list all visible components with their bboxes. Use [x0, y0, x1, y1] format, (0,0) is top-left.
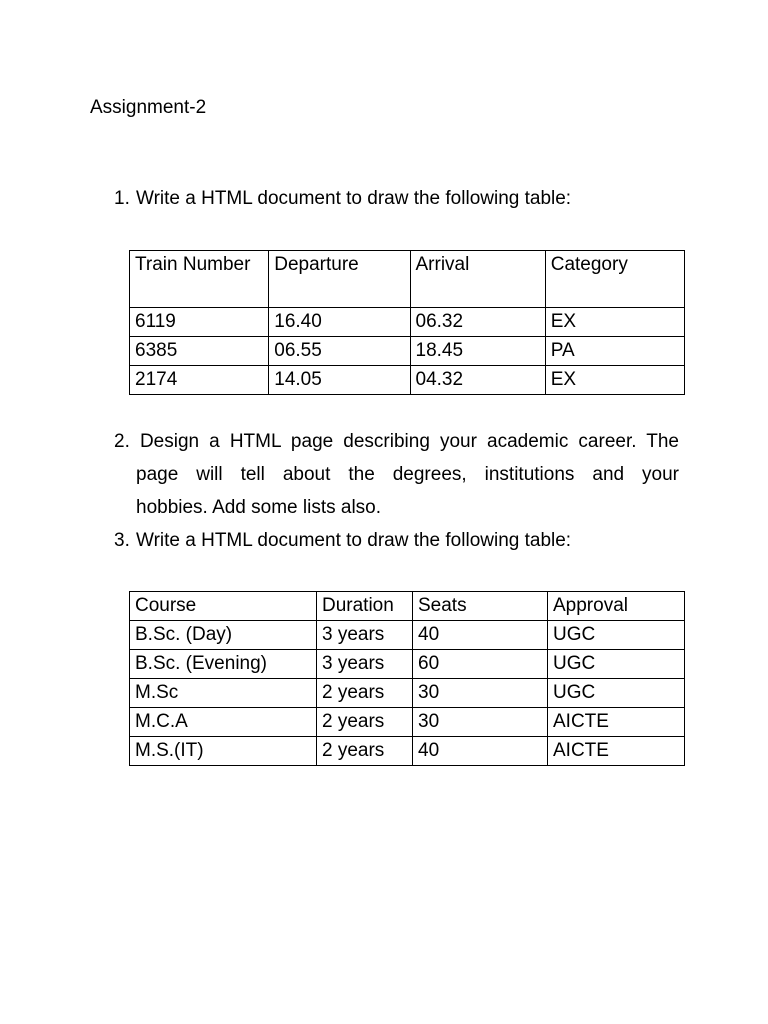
table-cell: 60	[413, 650, 548, 679]
table-cell: 40	[413, 737, 548, 766]
table-cell: 6385	[130, 337, 269, 366]
table-cell: 16.40	[269, 308, 410, 337]
table-cell: M.S.(IT)	[130, 737, 317, 766]
table-row	[130, 650, 685, 679]
table-row	[130, 337, 685, 366]
question-2-line-3: hobbies. Add some lists also.	[136, 497, 382, 518]
table-cell: B.Sc. (Evening)	[130, 650, 317, 679]
table-row	[130, 708, 685, 737]
question-1-text: Write a HTML document to draw the following table:	[136, 188, 572, 209]
table-cell: 2 years	[317, 737, 413, 766]
table-cell: 18.45	[410, 337, 545, 366]
question-3	[114, 524, 571, 557]
table-cell: M.Sc	[130, 679, 317, 708]
table-cell: 3 years	[317, 650, 413, 679]
table-cell: UGC	[548, 621, 685, 650]
question-2-text-1: Design a HTML page describing your academic career. The	[139, 431, 679, 452]
table-header-cell: Departure	[269, 251, 410, 308]
table-cell: B.Sc. (Day)	[130, 621, 317, 650]
document-title: Assignment-2	[90, 97, 207, 118]
table-header-cell: Arrival	[410, 251, 545, 308]
question-2-number: 2.	[114, 431, 130, 452]
table-cell: PA	[545, 337, 684, 366]
table-cell: EX	[545, 366, 684, 395]
table-row	[130, 737, 685, 766]
table-cell: 14.05	[269, 366, 410, 395]
table-header-cell: Seats	[413, 592, 548, 621]
course-table	[129, 591, 685, 766]
table-cell: UGC	[548, 650, 685, 679]
table-header-cell: Category	[545, 251, 684, 308]
table-header-cell: Approval	[548, 592, 685, 621]
table-cell: EX	[545, 308, 684, 337]
question-3-number: 3.	[114, 530, 130, 551]
table-cell: AICTE	[548, 737, 685, 766]
table-header-row	[130, 251, 685, 308]
train-table	[129, 250, 685, 395]
table-cell: 30	[413, 708, 548, 737]
table-cell: 06.32	[410, 308, 545, 337]
table-header-cell: Course	[130, 592, 317, 621]
table-cell: M.C.A	[130, 708, 317, 737]
table-cell: 2 years	[317, 708, 413, 737]
question-3-text: Write a HTML document to draw the following table:	[136, 530, 572, 551]
table-cell: AICTE	[548, 708, 685, 737]
table-row	[130, 308, 685, 337]
table-row	[130, 366, 685, 395]
question-2-line-2: page will tell about the degrees, institutions and your	[136, 464, 679, 485]
question-2	[114, 425, 679, 524]
table-cell: 30	[413, 679, 548, 708]
table-cell: 2 years	[317, 679, 413, 708]
table-cell: 2174	[130, 366, 269, 395]
question-1	[114, 182, 571, 215]
table-cell: 40	[413, 621, 548, 650]
table-cell: UGC	[548, 679, 685, 708]
question-2-line-1	[114, 425, 679, 458]
table-row	[130, 621, 685, 650]
table-cell: 6119	[130, 308, 269, 337]
table-row	[130, 679, 685, 708]
table-cell: 04.32	[410, 366, 545, 395]
table-header-cell: Duration	[317, 592, 413, 621]
question-1-number: 1.	[114, 188, 130, 209]
table-cell: 06.55	[269, 337, 410, 366]
table-header-cell: Train Number	[130, 251, 269, 308]
table-cell: 3 years	[317, 621, 413, 650]
table-header-row	[130, 592, 685, 621]
